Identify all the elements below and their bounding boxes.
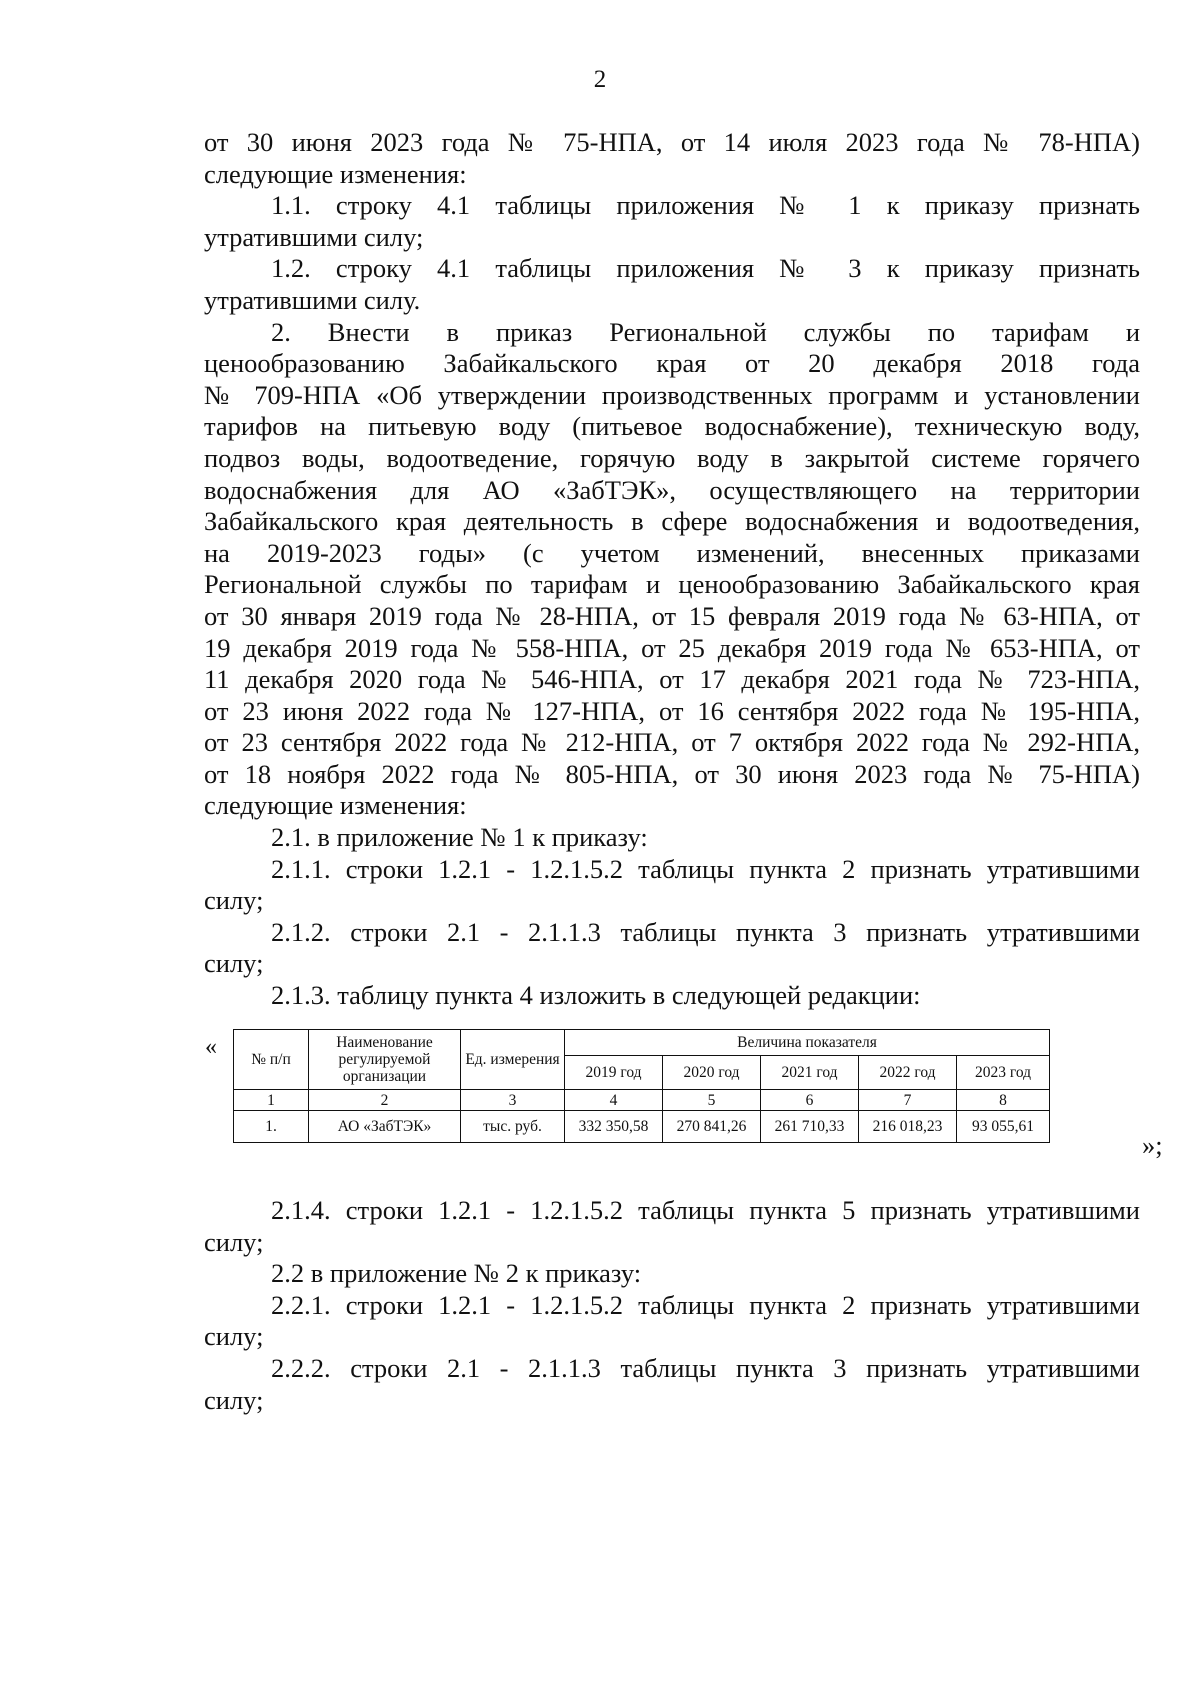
paragraph-2-1-2: 2.1.2. строки 2.1 - 2.1.1.3 таблицы пункта 3 признать утратившими [271,916,1140,947]
header-unit: Ед. измерения [461,1030,565,1090]
paragraph-2-line: от 18 ноября 2022 года № 805-НПА, от 30 июня 2023 года № 75-НПА) [204,758,1140,789]
paragraph-2-line: от 23 сентября 2022 года № 212-НПА, от 7 октября 2022 года № 292-НПА, [204,727,1140,758]
paragraph-2-2-1-cont: силу; [204,1321,264,1352]
cell-num: 1. [234,1111,309,1143]
document-body-top [204,127,1140,1012]
paragraph-1-2-cont: утратившими силу. [204,284,421,315]
paragraph-2-1-4: 2.1.4. строки 1.2.1 - 1.2.1.5.2 таблицы пункта 5 признать утратившими [271,1195,1140,1225]
quote-open: « [205,1034,217,1060]
cell-value: 270 841,26 [663,1111,761,1143]
paragraph-2-line: на 2019-2023 годы» (с учетом изменений, внесенных приказами [204,537,1140,568]
column-number: 2 [309,1090,461,1111]
column-number: 6 [761,1090,859,1111]
header-year: 2020 год [663,1056,761,1090]
cell-value: 93 055,61 [957,1111,1050,1143]
tariff-table [233,1029,1050,1143]
paragraph-2-line: 11 декабря 2020 года № 546-НПА, от 17 декабря 2021 года № 723-НПА, [204,664,1140,695]
column-number: 8 [957,1090,1050,1111]
document-body-bottom [204,1195,1140,1416]
column-number: 4 [565,1090,663,1111]
header-value: Величина показателя [565,1030,1050,1056]
page-number: 2 [593,66,607,93]
paragraph-2-line: ценообразованию Забайкальского края от 20 декабря 2018 года [204,348,1140,379]
cell-value: 216 018,23 [859,1111,957,1143]
paragraph-2-line: Забайкальского края деятельность в сфере водоснабжения и водоотведения, [204,506,1140,537]
paragraph-2-1: 2.1. в приложение № 1 к приказу: [271,822,648,853]
column-number: 7 [859,1090,957,1111]
paragraph-2-2: 2.2 в приложение № 2 к приказу: [271,1258,642,1289]
cell-value: 332 350,58 [565,1111,663,1143]
header-year: 2023 год [957,1056,1050,1090]
paragraph-2-2-1: 2.2.1. строки 1.2.1 - 1.2.1.5.2 таблицы пункта 2 признать утратившими [271,1289,1140,1320]
text-line: от 30 июня 2023 года № 75-НПА, от 14 июля 2023 года № 78-НПА) [204,127,1140,157]
header-year: 2022 год [859,1056,957,1090]
paragraph-2-line: № 709-НПА «Об утверждении производственных программ и установлении [204,379,1140,410]
paragraph-2-1-1: 2.1.1. строки 1.2.1 - 1.2.1.5.2 таблицы пункта 2 признать утратившими [271,853,1140,884]
text-line: следующие изменения: [204,158,467,189]
header-year: 2019 год [565,1056,663,1090]
paragraph-2-1-1-cont: силу; [204,885,264,916]
paragraph-2-line: 19 декабря 2019 года № 558-НПА, от 25 декабря 2019 года № 653-НПА, от [204,632,1140,663]
header-num: № п/п [234,1030,309,1090]
table-row [234,1111,1050,1143]
cell-value: 261 710,33 [761,1111,859,1143]
column-number: 5 [663,1090,761,1111]
paragraph-2-2-2: 2.2.2. строки 2.1 - 2.1.1.3 таблицы пункта 3 признать утратившими [271,1352,1140,1383]
paragraph-2-1-3: 2.1.3. таблицу пункта 4 изложить в следующей редакции: [271,980,921,1011]
paragraph-2-line: от 23 июня 2022 года № 127-НПА, от 16 сентября 2022 года № 195-НПА, [204,695,1140,726]
header-org: Наименование регулируемой организации [309,1030,461,1090]
paragraph-1-1: 1.1. строку 4.1 таблицы приложения № 1 к приказу признать [271,190,1140,221]
header-year: 2021 год [761,1056,859,1090]
paragraph-2-line: водоснабжения для АО «ЗабТЭК», осуществляющего на территории [204,474,1140,505]
paragraph-2-line: тарифов на питьевую воду (питьевое водоснабжение), техническую воду, [204,411,1140,442]
paragraph-2-line: следующие изменения: [204,790,467,821]
paragraph-2-1-4-cont: силу; [204,1226,264,1257]
paragraph-2-2-2-cont: силу; [204,1384,264,1415]
paragraph-2-line: от 30 января 2019 года № 28-НПА, от 15 февраля 2019 года № 63-НПА, от [204,600,1140,631]
paragraph-2-line: 2. Внести в приказ Региональной службы по тарифам и [271,316,1140,347]
quote-close: »; [1142,1130,1163,1160]
paragraph-2-line: подвоз воды, водоотведение, горячую воду в закрытой системе горячего [204,442,1140,473]
column-number: 3 [461,1090,565,1111]
paragraph-1-2: 1.2. строку 4.1 таблицы приложения № 3 к приказу признать [271,253,1140,284]
paragraph-2-1-2-cont: силу; [204,948,264,979]
paragraph-2-line: Региональной службы по тарифам и ценообразованию Забайкальского края [204,569,1140,600]
column-number: 1 [234,1090,309,1111]
cell-unit: тыс. руб. [461,1111,565,1143]
cell-org: АО «ЗабТЭК» [309,1111,461,1143]
paragraph-1-1-cont: утратившими силу; [204,221,424,252]
